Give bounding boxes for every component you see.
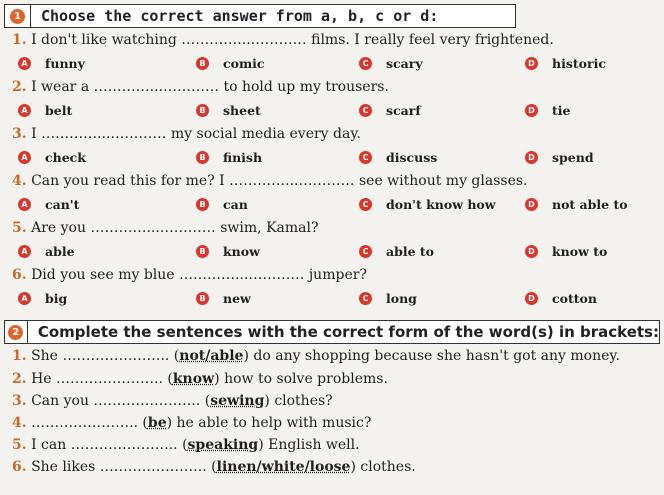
answer-blank[interactable]: …………...…………	[229, 173, 355, 189]
option-text: historic	[552, 56, 606, 71]
question-line	[12, 79, 389, 95]
bracket-word: linen/white/loose	[216, 459, 351, 475]
section-2-number	[5, 321, 28, 343]
option-d[interactable]	[525, 291, 597, 306]
options-row	[0, 103, 664, 121]
option-letter-badge: D	[525, 292, 538, 305]
option-a[interactable]	[18, 291, 67, 306]
option-letter-badge: C	[359, 151, 372, 164]
option-d[interactable]	[525, 150, 594, 165]
option-text: know to	[552, 244, 608, 259]
bracket-word: be	[147, 415, 167, 431]
option-letter-badge: A	[18, 151, 31, 164]
option-b[interactable]	[196, 197, 248, 212]
option-text: new	[223, 291, 251, 306]
sentence-number: 5.	[12, 437, 27, 453]
option-a[interactable]	[18, 197, 79, 212]
option-text: long	[386, 291, 417, 306]
sentence-text-before: She likes	[31, 459, 96, 475]
answer-blank[interactable]: …………………..	[93, 393, 201, 409]
option-b[interactable]	[196, 150, 262, 165]
option-text: cotton	[552, 291, 597, 306]
option-text: don't know how	[386, 197, 496, 212]
section-2-title: Complete the sentences with the correct form of the word(s) in brackets:	[37, 323, 659, 341]
option-text: discuss	[386, 150, 438, 165]
question-text-after: films. I really feel very frightened.	[311, 32, 554, 48]
question-text-after: my social media every day.	[170, 126, 361, 142]
option-letter-badge: D	[525, 151, 538, 164]
options-row	[0, 150, 664, 168]
question-text-before: Are you	[31, 220, 86, 236]
options-row	[0, 197, 664, 215]
question-number: 5.	[12, 220, 27, 236]
option-b[interactable]	[196, 291, 251, 306]
answer-blank[interactable]: …………...…………	[181, 32, 307, 48]
sentence-number: 1.	[12, 348, 27, 364]
answer-blank[interactable]: …………………..	[70, 437, 178, 453]
question-number: 1.	[12, 32, 27, 48]
bracket-word: speaking	[187, 437, 259, 453]
sentence-line: 6. She likes ………………….. (linen/white/loose) clothes.	[12, 459, 416, 475]
option-b[interactable]	[196, 56, 265, 71]
option-text: funny	[45, 56, 85, 71]
option-letter-badge: D	[525, 198, 538, 211]
option-letter-badge: C	[359, 104, 372, 117]
option-text: know	[223, 244, 260, 259]
option-text: can	[223, 197, 248, 212]
option-c[interactable]	[359, 150, 437, 165]
answer-blank[interactable]: …………………..	[99, 459, 207, 475]
bracket-word: not/able	[179, 348, 244, 364]
option-text: scarf	[386, 103, 421, 118]
option-text: sheet	[223, 103, 261, 118]
question-number: 3.	[12, 126, 27, 142]
option-letter-badge: A	[18, 245, 31, 258]
option-text: tie	[552, 103, 571, 118]
sentence-text-before: He	[31, 371, 52, 387]
section-1-number	[5, 5, 31, 27]
option-b[interactable]	[196, 244, 260, 259]
option-text: belt	[45, 103, 73, 118]
option-text: not able to	[552, 197, 628, 212]
question-text-before: Can you read this for me? I	[31, 173, 225, 189]
question-text-after: jumper?	[308, 267, 367, 283]
option-letter-badge: A	[18, 57, 31, 70]
option-letter-badge: D	[525, 104, 538, 117]
option-d[interactable]	[525, 56, 606, 71]
answer-blank[interactable]: …………………..	[31, 415, 138, 431]
options-row	[0, 291, 664, 309]
option-text: spend	[552, 150, 594, 165]
question-text-before: I don't like watching	[31, 32, 177, 48]
question-line	[12, 32, 554, 48]
option-text: able	[45, 244, 75, 259]
options-row	[0, 244, 664, 262]
answer-blank[interactable]: …………...…………	[179, 267, 305, 283]
option-text: big	[45, 291, 68, 306]
sentence-text-after: he able to help with music?	[176, 415, 372, 431]
option-b[interactable]	[196, 103, 261, 118]
question-text-after: to hold up my trousers.	[223, 79, 389, 95]
option-text: finish	[223, 150, 263, 165]
sentence-line: 3. Can you ………………….. (sewing) clothes?	[12, 393, 333, 409]
option-letter-badge: B	[196, 57, 209, 70]
option-c[interactable]	[359, 103, 421, 118]
option-letter-badge: B	[196, 245, 209, 258]
option-d[interactable]	[525, 103, 570, 118]
option-letter-badge: A	[18, 104, 31, 117]
option-text: can't	[45, 197, 80, 212]
option-d[interactable]	[525, 197, 628, 212]
answer-blank[interactable]: …………...…………	[93, 79, 219, 95]
sentence-text-after: how to solve problems.	[224, 371, 388, 387]
answer-blank[interactable]: …………...…………	[90, 220, 216, 236]
option-letter-badge: A	[18, 198, 31, 211]
option-d[interactable]	[525, 244, 607, 259]
question-line	[12, 126, 361, 142]
section-1-badge: 1	[10, 9, 25, 24]
option-c[interactable]	[359, 291, 417, 306]
bracket-word: sewing	[210, 393, 265, 409]
option-letter-badge: C	[359, 57, 372, 70]
question-number: 2.	[12, 79, 27, 95]
answer-blank[interactable]: …………………..	[62, 348, 170, 364]
sentence-text-after: English well.	[268, 437, 360, 453]
question-number: 4.	[12, 173, 27, 189]
option-c[interactable]	[359, 244, 434, 259]
options-row	[0, 56, 664, 74]
sentence-number: 4.	[12, 415, 27, 431]
question-line	[12, 220, 318, 236]
question-text-before: Did you see my blue	[31, 267, 175, 283]
question-text-after: see without my glasses.	[358, 173, 528, 189]
answer-blank[interactable]: …………………..	[56, 371, 163, 387]
option-a[interactable]	[18, 56, 85, 71]
option-c[interactable]	[359, 56, 423, 71]
question-number: 6.	[12, 267, 27, 283]
option-letter-badge: C	[359, 292, 372, 305]
option-letter-badge: C	[359, 245, 372, 258]
question-text-before: I wear a	[31, 79, 90, 95]
option-letter-badge: B	[196, 292, 209, 305]
sentence-text-after: do any shopping because she hasn't got any money.	[253, 348, 620, 364]
sentence-number: 3.	[12, 393, 27, 409]
option-a[interactable]	[18, 103, 72, 118]
answer-blank[interactable]: …………...…………	[41, 126, 167, 142]
option-text: comic	[223, 56, 265, 71]
option-text: able to	[386, 244, 435, 259]
sentence-line: 1. She ………………….. (not/able) do any shopping because she hasn't got any money.	[12, 348, 620, 364]
sentence-text-before: I can	[31, 437, 67, 453]
option-letter-badge: D	[525, 57, 538, 70]
sentence-line: 5. I can ………………….. (speaking) English well.	[12, 437, 360, 453]
question-text-after: swim, Kamal?	[220, 220, 319, 236]
option-a[interactable]	[18, 244, 75, 259]
option-text: scary	[386, 56, 423, 71]
option-a[interactable]	[18, 150, 86, 165]
section-1-title: Choose the correct answer from a, b, c or d:	[41, 7, 439, 25]
option-letter-badge: A	[18, 292, 31, 305]
option-letter-badge: B	[196, 198, 209, 211]
option-letter-badge: B	[196, 104, 209, 117]
option-letter-badge: B	[196, 151, 209, 164]
option-letter-badge: C	[359, 198, 372, 211]
sentence-text-before: She	[31, 348, 58, 364]
sentence-line: 4. ………………….. (be) he able to help with music?	[12, 415, 372, 431]
question-text-before: I	[31, 126, 37, 142]
option-c[interactable]	[359, 197, 496, 212]
section-2-header	[4, 320, 660, 344]
section-1-header	[4, 4, 516, 28]
bracket-word: know	[172, 371, 215, 387]
question-line	[12, 173, 528, 189]
sentence-text-after: clothes.	[360, 459, 416, 475]
sentence-line: 2. He ………………….. (know) how to solve problems.	[12, 371, 388, 387]
option-letter-badge: D	[525, 245, 538, 258]
sentence-text-before: Can you	[31, 393, 89, 409]
option-text: check	[45, 150, 86, 165]
sentence-number: 6.	[12, 459, 27, 475]
sentence-text-after: clothes?	[274, 393, 333, 409]
question-line	[12, 267, 367, 283]
sentence-number: 2.	[12, 371, 27, 387]
section-2-badge: 2	[8, 325, 23, 340]
